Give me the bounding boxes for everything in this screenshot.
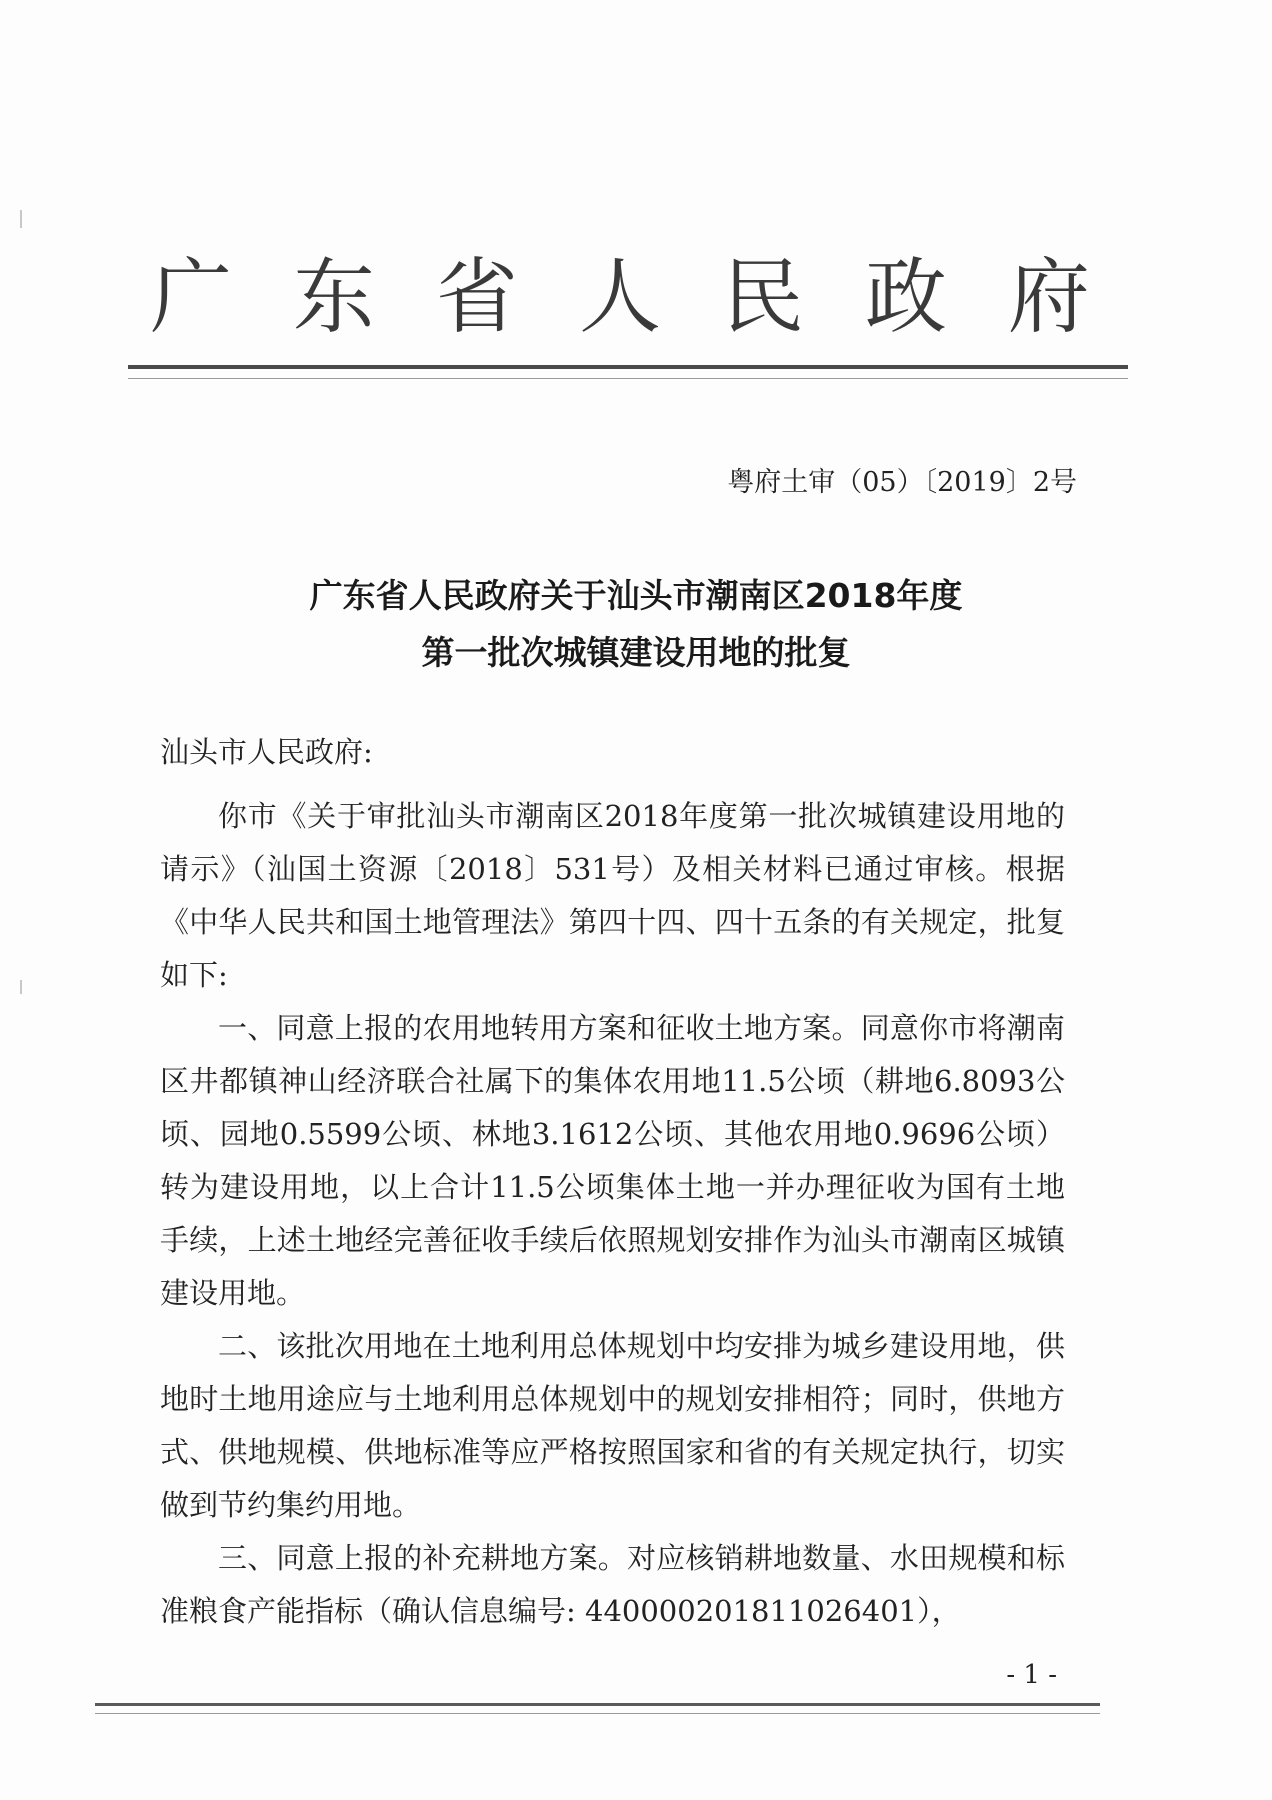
page-number: - 1 -	[1006, 1660, 1057, 1690]
header-divider	[128, 365, 1128, 369]
header-char: 人	[578, 249, 661, 345]
body-paragraph: 三、同意上报的补充耕地方案。对应核销耕地数量、水田规模和标准粮食产能指标（确认信息编号: 440000201811026401），	[160, 1541, 1065, 1628]
body-paragraph: 二、该批次用地在土地利用总体规划中均安排为城乡建设用地，供地时土地用途应与土地利用总体规划中的规划安排相符；同时，供地方式、供地规模、供地标准等应严格按照国家和省的有关规定执行，切实做到节约集约用地。	[160, 1329, 1065, 1522]
document-number: 粤府土审（05）〔2019〕2号	[727, 467, 1077, 498]
addressee: 汕头市人民政府:	[160, 735, 373, 769]
header-char: 东	[292, 249, 375, 345]
document-title-line-2: 第一批次城镇建设用地的批复	[421, 633, 851, 672]
header-char: 民	[721, 249, 804, 345]
body-paragraph: 你市《关于审批汕头市潮南区2018年度第一批次城镇建设用地的请示》（汕国土资源〔2018〕531号）及相关材料已通过审核。根据《中华人民共和国土地管理法》第四十四、四十五条的有关规定，批复如下:	[160, 799, 1065, 992]
scan-edge-mark	[20, 210, 22, 228]
header-char: 政	[864, 249, 947, 345]
footer-divider-thin	[95, 1713, 1100, 1714]
body-paragraph: 一、同意上报的农用地转用方案和征收土地方案。同意你市将潮南区井都镇神山经济联合社属下的集体农用地11.5公顷（耕地6.8093公顷、园地0.5599公顷、林地3.1612公顷、其他农用地0.9696公顷）转为建设用地，以上合计11.5公顷集体土地一并办理征收为国有土地手续，上述土地经完善征收手续后依照规划安排作为汕头市潮南区城镇建设用地。	[160, 1011, 1065, 1310]
header-divider-thin	[128, 378, 1128, 379]
header-char: 广	[150, 249, 233, 345]
document-title-line-1: 广东省人民政府关于汕头市潮南区2018年度	[309, 576, 963, 615]
footer-divider	[95, 1703, 1100, 1706]
header-char: 省	[435, 249, 518, 345]
issuing-authority-header	[150, 225, 1090, 355]
document-body	[160, 790, 1065, 1638]
scan-edge-mark	[20, 980, 22, 994]
header-char: 府	[1007, 249, 1090, 345]
